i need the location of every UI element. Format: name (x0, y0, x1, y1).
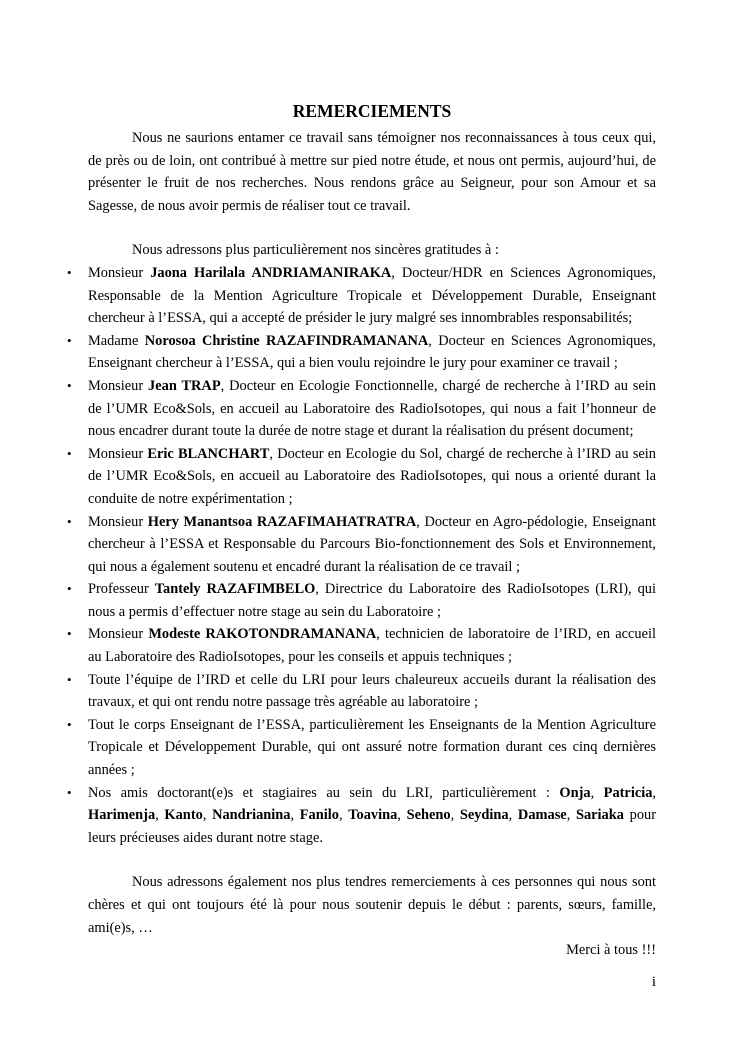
list-item: • Monsieur Jean TRAP, Docteur en Ecologie Fonctionnelle, chargé de recherche à l’IRD au sein de l’UMR Eco&Sols, en accueil au Laboratoire des RadioIsotopes, qui nous a fait l’honneur de nous encadrer durant toute la durée de notre stage et durant la réalisation du présent document; (88, 375, 656, 443)
intro-paragraph: Nous ne saurions entamer ce travail sans témoigner nos reconnaissances à tous ceux qui, de près ou de loin, ont contribué à mettre sur pied notre étude, et nous ont permis, aujourd’hui, de présenter le fruit de nos recherches. Nous rendons grâce au Seigneur, pour son Amour et sa Sagesse, de nous avoir permis de réaliser tout ce travail. (88, 130, 656, 214)
friend-name: Toavina (348, 807, 398, 824)
list-item: • Monsieur Hery Manantsoa RAZAFIMAHATRATRA, Docteur en Agro-pédologie, Enseignant chercheur à l’ESSA et Responsable du Parcours Bio-fonctionnement des Sols et Environnement, qui nous a également soutenu et encadré durant la réalisation de ce travail ; (88, 511, 656, 579)
paragraph-spacer (88, 217, 656, 239)
acknowledgement-list (67, 262, 657, 849)
list-item: • Monsieur Modeste RAKOTONDRAMANANA, technicien de laboratoire de l’IRD, en accueil au Laboratoire des RadioIsotopes, pour les conseils et appuis techniques ; (88, 623, 656, 668)
friend-name: Onja (559, 784, 591, 801)
friend-name: Patricia (603, 784, 653, 801)
list-item: • Monsieur Eric BLANCHART, Docteur en Ecologie du Sol, chargé de recherche à l’IRD au sein de l’UMR Eco&Sols, en accueil au Laboratoire des RadioIsotopes, qui nous a orienté durant la conduite de notre expérimentation ; (88, 443, 656, 511)
person-name: Jean TRAP (148, 377, 221, 394)
bullet-icon: • (67, 626, 72, 642)
friend-name: Fanilo (299, 807, 339, 824)
bullet-icon: • (67, 671, 72, 687)
person-name: Norosoa Christine RAZAFINDRAMANANA (144, 332, 429, 349)
friend-name: Harimenja (88, 807, 156, 824)
page-content (67, 98, 657, 962)
bullet-icon: • (67, 581, 72, 597)
page-number: i (651, 974, 656, 990)
bullet-icon: • (67, 784, 72, 800)
person-name: Tantely RAZAFIMBELO (154, 581, 316, 598)
list-item: • Tout le corps Enseignant de l’ESSA, particulièrement les Enseignants de la Mention Agriculture Tropicale et Développement Durable, qui ont assuré notre formation durant ces cinq dernières années ; (88, 714, 656, 782)
friend-name: Nandrianina (212, 807, 291, 824)
friend-name: Seydina (459, 807, 509, 824)
closing-paragraph: Nous adressons également nos plus tendres remerciements à ces personnes qui nous sont chères et qui ont toujours été là pour nous soutenir depuis le début : parents, sœurs, famille, ami(e)s, … (88, 874, 656, 936)
bullet-icon: • (67, 513, 72, 529)
list-item: • Monsieur Jaona Harilala ANDRIAMANIRAKA, Docteur/HDR en Sciences Agronomiques, Responsable de la Mention Agriculture Tropicale et Développement Durable, Enseignant chercheur à l’ESSA, qui a accepté de présider le jury malgré ses innombrables responsabilités; (88, 262, 656, 330)
paragraph-spacer (88, 849, 656, 871)
bullet-icon: • (67, 264, 72, 280)
signoff: Merci à tous !!! (566, 942, 656, 959)
person-name: Hery Manantsoa RAZAFIMAHATRATRA (147, 513, 417, 530)
person-name: Modeste RAKOTONDRAMANANA (148, 626, 377, 643)
bullet-icon: • (67, 445, 72, 461)
bullet-icon: • (67, 332, 72, 348)
bullet-icon: • (67, 377, 72, 393)
friend-name: Damase (517, 807, 567, 824)
person-name: Jaona Harilala ANDRIAMANIRAKA (150, 264, 392, 281)
list-item: • Toute l’équipe de l’IRD et celle du LRI pour leurs chaleureux accueils durant la réalisation des travaux, et qui ont rendu notre passage très agréable au laboratoire ; (88, 669, 656, 714)
list-item: • Professeur Tantely RAZAFIMBELO, Directrice du Laboratoire des RadioIsotopes (LRI), qui nous a permis d’effectuer notre stage au sein du Laboratoire ; (88, 578, 656, 623)
friend-name: Seheno (406, 807, 451, 824)
list-item-friends: • Nos amis doctorant(e)s et stagiaires au sein du LRI, particulièrement : Onja, Patricia, Harimenja, Kanto, Nandrianina, Fanilo, Toavina, Seheno, Seydina, Damase, Sariaka pour leurs précieuses aides durant notre stage. (88, 782, 656, 850)
page-title: REMERCIEMENTS (292, 101, 452, 121)
bullet-icon: • (67, 716, 72, 732)
list-item: • Madame Norosoa Christine RAZAFINDRAMANANA, Docteur en Sciences Agronomiques, Enseignant chercheur à l’ESSA, qui a bien voulu rejoindre le jury pour examiner ce travail ; (88, 330, 656, 375)
gratitude-intro: Nous adressons plus particulièrement nos sincères gratitudes à : (132, 242, 499, 259)
friend-name: Sariaka (575, 807, 624, 824)
person-name: Eric BLANCHART (147, 445, 270, 462)
friend-name: Kanto (164, 807, 203, 824)
